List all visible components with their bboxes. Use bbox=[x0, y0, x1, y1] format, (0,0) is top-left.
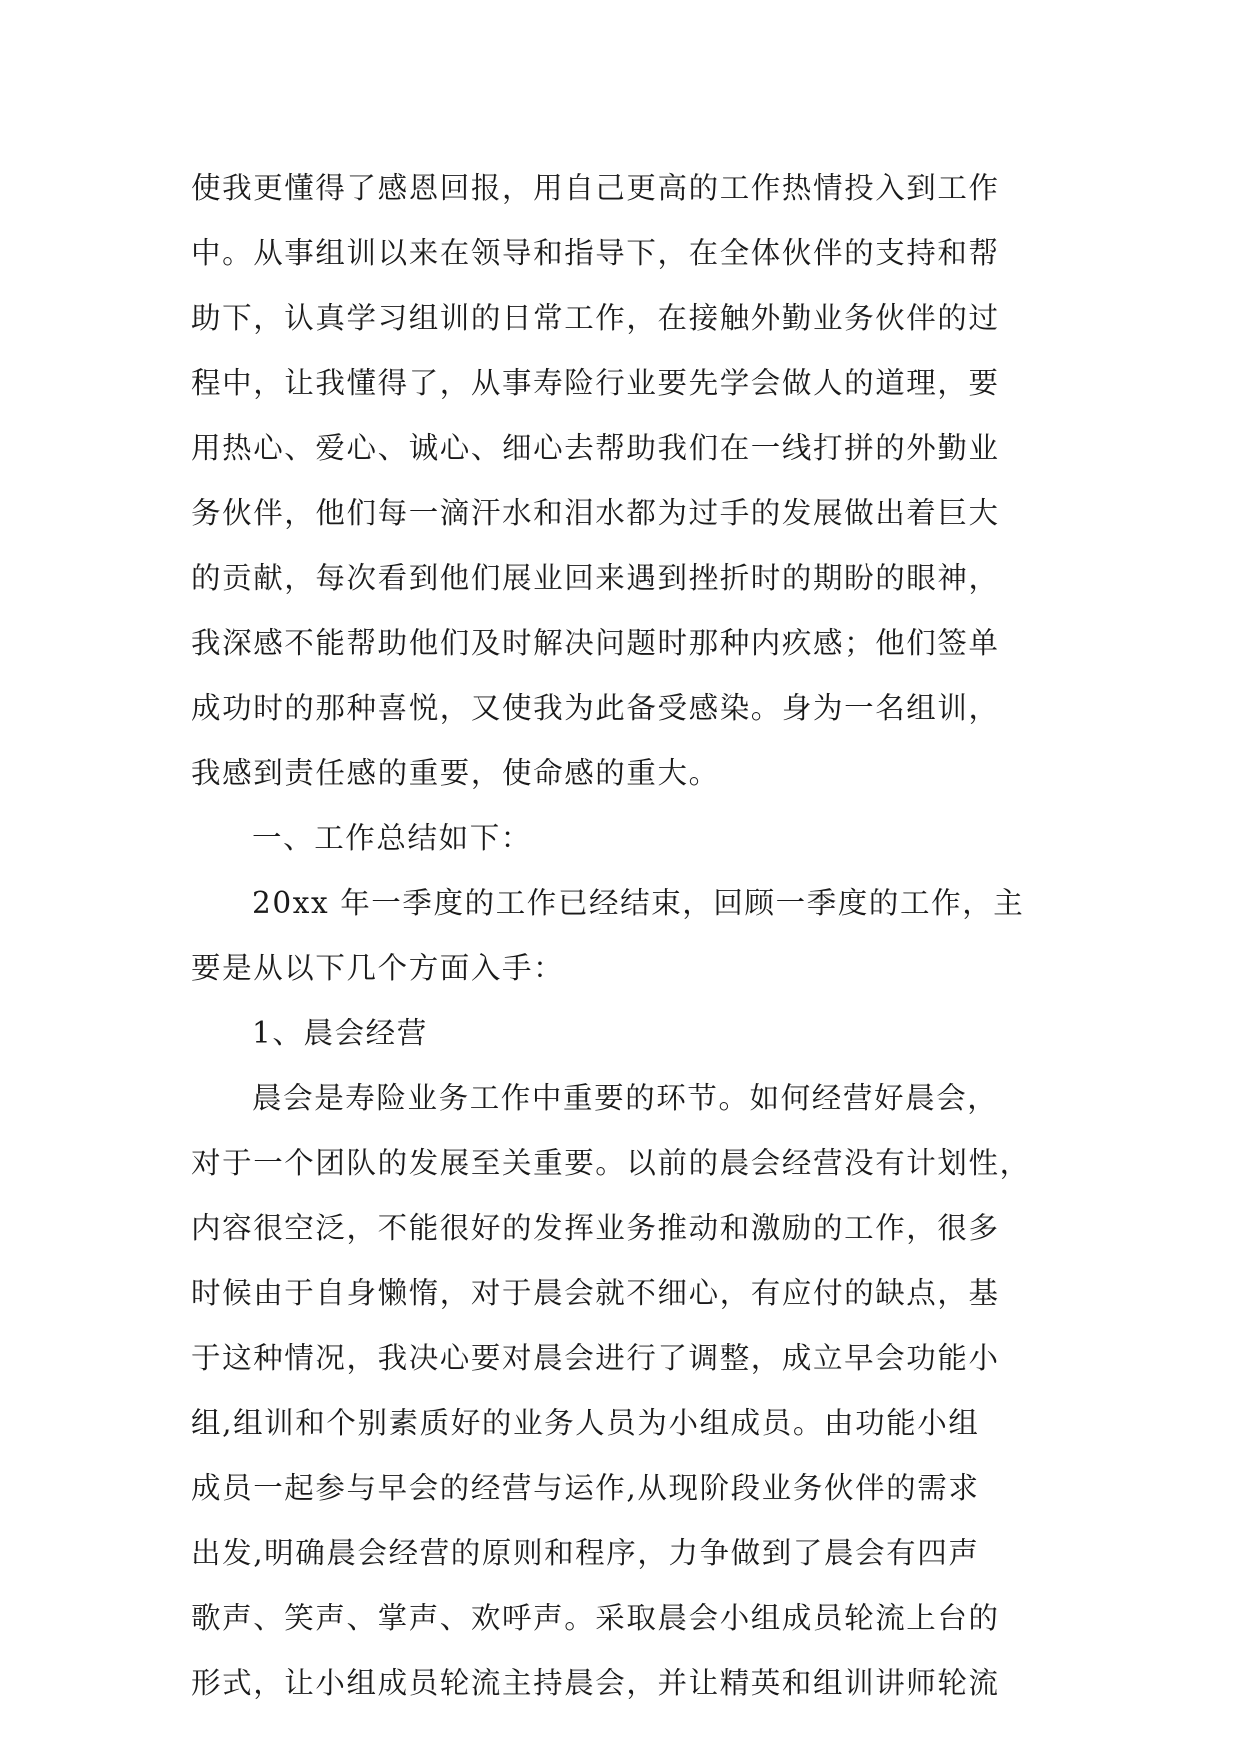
text-line: 成员一起参与早会的经营与运作,从现阶段业务伙伴的需求 bbox=[191, 1471, 980, 1505]
text-line: 用热心、爱心、诚心、细心去帮助我们在一线打拼的外勤业 bbox=[191, 431, 1000, 465]
text-line: 组,组训和个别素质好的业务人员为小组成员。由功能小组 bbox=[191, 1406, 980, 1440]
text-line: 20xx 年一季度的工作已经结束，回顾一季度的工作，主 bbox=[252, 886, 1025, 920]
text-line: 助下，认真学习组训的日常工作，在接触外勤业务伙伴的过 bbox=[191, 301, 1000, 335]
text-line: 出发,明确晨会经营的原则和程序，力争做到了晨会有四声 bbox=[191, 1536, 980, 1570]
text-line: 务伙伴，他们每一滴汗水和泪水都为过手的发展做出着巨大 bbox=[191, 496, 1000, 530]
text-line: 一、工作总结如下： bbox=[252, 821, 532, 855]
text-line: 形式，让小组成员轮流主持晨会，并让精英和组训讲师轮流 bbox=[191, 1666, 1000, 1700]
body-text bbox=[191, 156, 1051, 1716]
text-line: 程中，让我懂得了，从事寿险行业要先学会做人的道理，要 bbox=[191, 366, 1000, 400]
text-line: 晨会是寿险业务工作中重要的环节。如何经营好晨会， bbox=[252, 1081, 999, 1115]
text-line: 对于一个团队的发展至关重要。以前的晨会经营没有计划性， bbox=[191, 1146, 1031, 1180]
text-line: 于这种情况，我决心要对晨会进行了调整，成立早会功能小 bbox=[191, 1341, 1000, 1375]
text-line: 成功时的那种喜悦，又使我为此备受感染。身为一名组训， bbox=[191, 691, 1000, 725]
text-line: 内容很空泛，不能很好的发挥业务推动和激励的工作，很多 bbox=[191, 1211, 1000, 1245]
text-line: 的贡献，每次看到他们展业回来遇到挫折时的期盼的眼神， bbox=[191, 561, 1000, 595]
text-line: 时候由于自身懒惰，对于晨会就不细心，有应付的缺点，基 bbox=[191, 1276, 1000, 1310]
text-line: 我感到责任感的重要，使命感的重大。 bbox=[191, 756, 720, 790]
text-line: 1、晨会经营 bbox=[252, 1016, 428, 1050]
text-line: 要是从以下几个方面入手： bbox=[191, 951, 565, 985]
text-line: 使我更懂得了感恩回报，用自己更高的工作热情投入到工作 bbox=[191, 171, 1000, 205]
text-line: 歌声、笑声、掌声、欢呼声。采取晨会小组成员轮流上台的 bbox=[191, 1601, 1000, 1635]
text-line: 中。从事组训以来在领导和指导下，在全体伙伴的支持和帮 bbox=[191, 236, 1000, 270]
text-line: 我深感不能帮助他们及时解决问题时那种内疚感；他们签单 bbox=[191, 626, 1000, 660]
